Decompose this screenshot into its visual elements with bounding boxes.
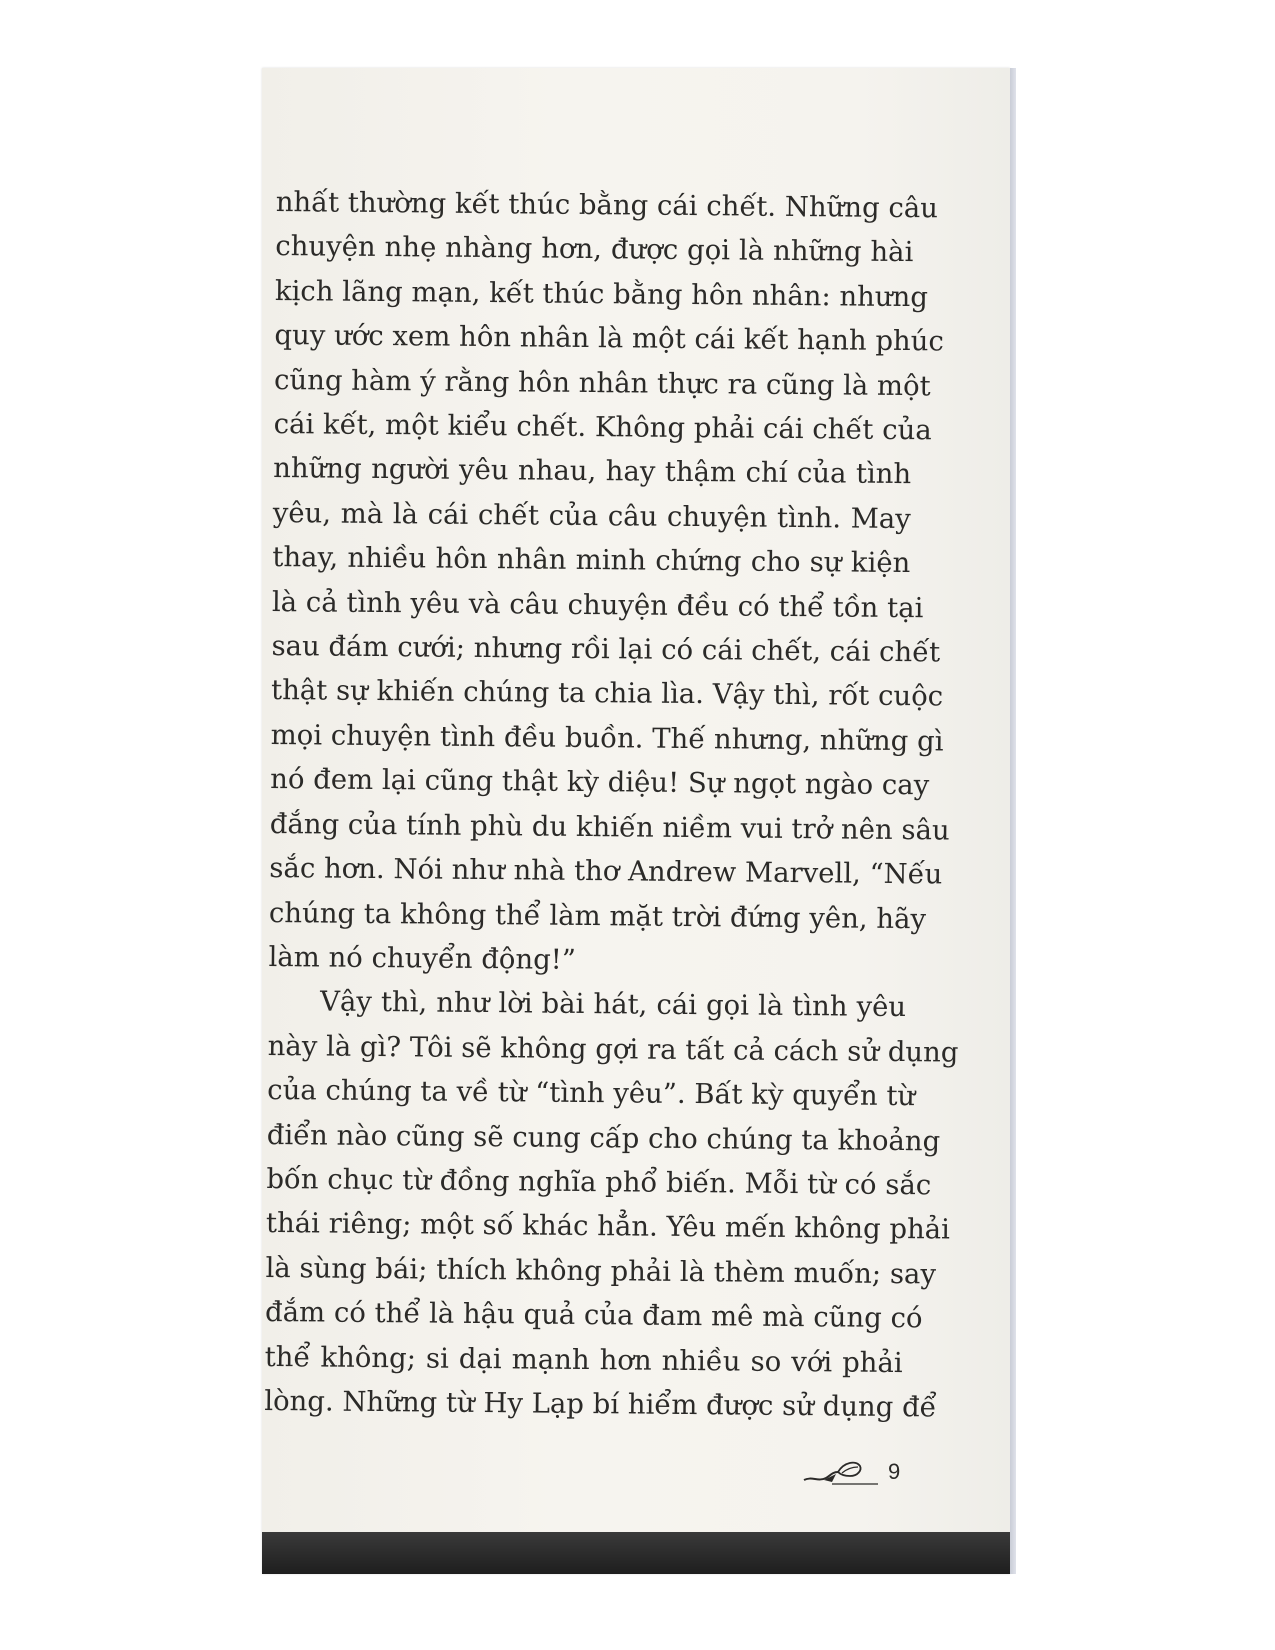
page-number: 9 [888, 1459, 901, 1484]
text-line: này là gì? Tôi sẽ không gợi ra tất cả cách sử dụng [267, 1029, 959, 1069]
leaf-flourish-icon [802, 1458, 878, 1488]
text-line: mọi chuyện tình đều buồn. Thế nhưng, những gì [270, 718, 944, 758]
text-line: yêu, mà là cái chết của câu chuyện tình. May [272, 496, 911, 535]
body-text [264, 180, 959, 1429]
text-line: cái kết, một kiểu chết. Không phải cái chết của [273, 408, 932, 447]
text-line: kịch lãng mạn, kết thúc bằng hôn nhân: nhưng [274, 274, 929, 314]
text-line: bốn chục từ đồng nghĩa phổ biến. Mỗi từ có sắc [266, 1162, 932, 1202]
text-line: đắm có thể là hậu quả của đam mê mà cũng có [264, 1296, 923, 1335]
bottom-shadow-band [262, 1532, 1010, 1574]
text-line: là cả tình yêu và câu chuyện đều có thể tồn tại [271, 585, 924, 624]
text-line: làm nó chuyển động!” [268, 940, 577, 976]
text-line: cũng hàm ý rằng hôn nhân thực ra cũng là một [273, 363, 931, 402]
text-line: thể không; si dại mạnh hơn nhiều so với phải [264, 1340, 903, 1379]
book-page [262, 68, 1010, 1574]
text-line: chuyện nhẹ nhàng hơn, được gọi là những hài [275, 230, 914, 269]
paragraph-start-line: Vậy thì, như lời bài hát, cái gọi là tình yêu [319, 985, 907, 1024]
text-line: thái riêng; một số khác hẳn. Yêu mến không phải [265, 1207, 951, 1246]
text-line: sau đám cưới; nhưng rồi lại có cái chết, cái chết [271, 630, 941, 669]
text-line: của chúng ta về từ “tình yêu”. Bất kỳ quyển từ [267, 1074, 916, 1113]
text-line: là sùng bái; thích không phải là thèm muốn; say [265, 1251, 937, 1291]
page-footer [802, 1454, 932, 1494]
text-line: thay, nhiều hôn nhân minh chứng cho sự kiện [272, 541, 911, 580]
text-line: những người yêu nhau, hay thậm chí của tình [273, 452, 912, 491]
text-line: lòng. Những từ Hy Lạp bí hiểm được sử dụng để [264, 1384, 937, 1424]
page-edge [1010, 68, 1016, 1574]
text-line: nhất thường kết thúc bằng cái chết. Những câu [275, 185, 939, 225]
text-line: thật sự khiến chúng ta chia lìa. Vậy thì, rốt cuộc [270, 674, 944, 713]
text-line: nó đem lại cũng thật kỳ diệu! Sự ngọt ngào cay [270, 763, 930, 802]
text-line: đắng của tính phù du khiến niềm vui trở nên sâu [269, 807, 950, 847]
text-line: quy ước xem hôn nhân là một cái kết hạnh phúc [274, 319, 944, 358]
text-line: sắc hơn. Nói như nhà thơ Andrew Marvell, “Nếu [269, 852, 943, 891]
text-line: chúng ta không thể làm mặt trời đứng yên, hãy [268, 896, 927, 935]
text-line: điển nào cũng sẽ cung cấp cho chúng ta khoảng [266, 1118, 941, 1157]
